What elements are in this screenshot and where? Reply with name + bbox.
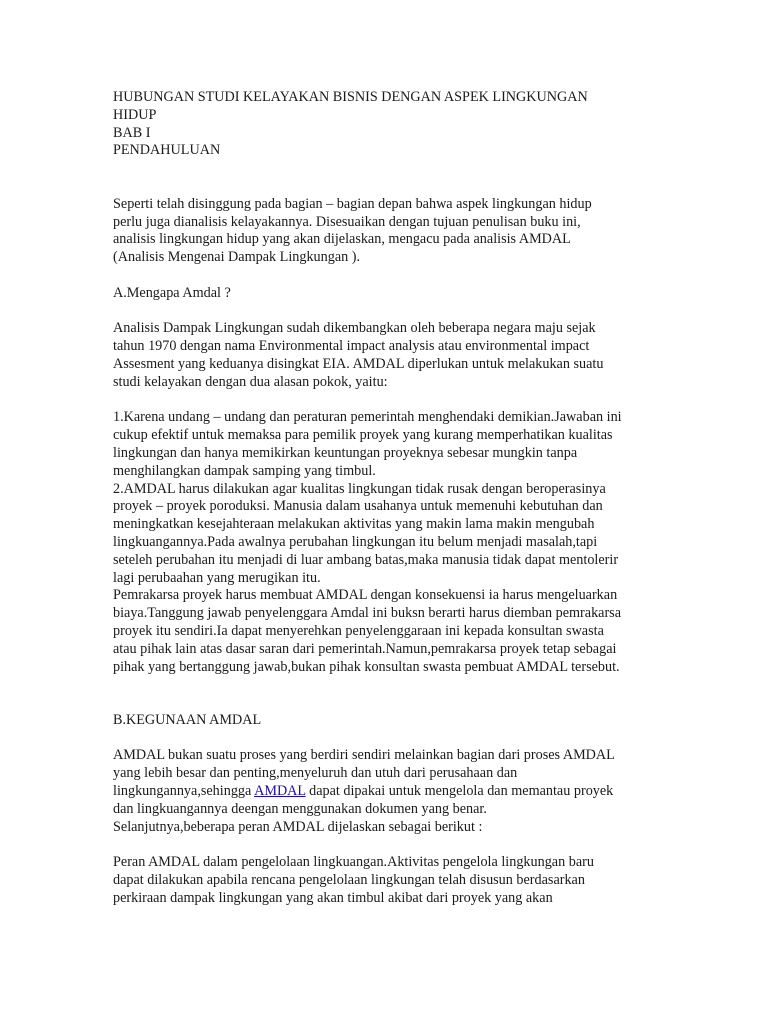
paragraph-line: Peran AMDAL dalam pengelolaan lingkuangan.Aktivitas pengelola lingkungan baru (113, 854, 594, 871)
paragraph-line: meningkatkan kesejahteraan melakukan aktivitas yang makin lama makin mengubah (113, 516, 595, 533)
paragraph-line: 2.AMDAL harus dilakukan agar kualitas lingkungan tidak rusak dengan beroperasinya (113, 480, 606, 497)
section-b-title (113, 712, 673, 730)
paragraph-line: seteleh perubahan itu menjadi di luar ambang batas,maka manusia tidak dapat mentolerir (113, 551, 619, 568)
paragraph-line: studi kelayakan dengan dua alasan pokok, yaitu: (113, 373, 388, 390)
paragraph-line: (Analisis Mengenai Dampak Lingkungan ). (113, 249, 361, 266)
section-a-paragraph-2 (113, 409, 673, 676)
paragraph-line: AMDAL bukan suatu proses yang berdiri sendiri melainkan bagian dari proses AMDAL (113, 747, 615, 764)
paragraph-line: proyek itu sendiri.Ia dapat menyerehkan penyelenggaraan ini kepada konsultan swasta (113, 622, 604, 639)
chapter-title: PENDAHULUAN (113, 142, 221, 159)
section-heading: A.Mengapa Amdal ? (113, 284, 231, 301)
paragraph-line: pihak yang bertanggung jawab,bukan pihak konsultan swasta pembuat AMDAL tersebut. (113, 658, 620, 675)
paragraph-line: tahun 1970 dengan nama Environmental impact analysis atau environmental impact (113, 338, 590, 355)
paragraph-line: atau pihak lain atas dasar saran dari pemerintah.Namun,pemrakarsa proyek tetap sebagai (113, 640, 617, 657)
paragraph-line: cukup efektif untuk memaksa para pemilik proyek yang kurang memperhatikan kualitas (113, 427, 613, 444)
heading-line: HUBUNGAN STUDI KELAYAKAN BISNIS DENGAN ASPEK LINGKUNGAN (113, 89, 588, 105)
paragraph-line: 1.Karena undang – undang dan peraturan pemerintah menghendaki demikian.Jawaban ini (113, 409, 622, 426)
section-a-paragraph-1 (113, 320, 673, 391)
document-heading (113, 89, 673, 160)
paragraph-line: perlu juga dianalisis kelayakannya. Disesuaikan dengan tujuan penulisan buku ini, (113, 213, 581, 230)
paragraph-text: lingkungannya,sehingga (113, 783, 255, 800)
paragraph-line: dan lingkuangannya deengan menggunakan dokumen yang benar. (113, 800, 487, 817)
paragraph-line: Assesment yang keduanya disingkat EIA. AMDAL diperlukan untuk melakukan suatu (113, 355, 604, 372)
paragraph-line: dapat dilakukan apabila rencana pengelolaan lingkungan telah disusun berdasarkan (113, 872, 585, 889)
section-b-paragraph-1 (113, 747, 673, 836)
paragraph-text: dapat dipakai untuk mengelola dan memantau proyek (305, 783, 614, 800)
paragraph-line: biaya.Tanggung jawab penyelenggara Amdal ini buksn berarti harus diemban pemrakarsa (113, 605, 622, 622)
chapter-label: BAB I (113, 124, 151, 141)
paragraph-line: Pemrakarsa proyek harus membuat AMDAL dengan konsekuensi ia harus mengeluarkan (113, 587, 618, 604)
paragraph-line: proyek – proyek poroduksi. Manusia dalam usahanya untuk memenuhi kebutuhan dan (113, 498, 603, 515)
paragraph-line: lingkungan dan hanya memikirkan keuntungan proyeknya sebesar mungkin tanpa (113, 444, 578, 461)
paragraph-line: yang lebih besar dan penting,menyeluruh dan utuh dari perusahaan dan (113, 765, 518, 782)
paragraph-line: Seperti telah disinggung pada bagian – bagian depan bahwa aspek lingkungan hidup (113, 195, 592, 212)
paragraph-line: Selanjutnya,beberapa peran AMDAL dijelaskan sebagai berikut : (113, 818, 483, 835)
section-a-title (113, 285, 673, 303)
paragraph-line: lingkuangannya.Pada awalnya perubahan lingkungan itu belum menjadi masalah,tapi (113, 533, 598, 550)
paragraph-line: perkiraan dampak lingkungan yang akan timbul akibat dari proyek yang akan (113, 889, 553, 906)
paragraph-line: menghilangkan dampak samping yang timbul. (113, 462, 376, 479)
paragraph-line (113, 783, 673, 801)
paragraph-line: lagi perubaahan yang merugikan itu. (113, 569, 321, 586)
section-b-paragraph-2 (113, 854, 673, 907)
paragraph-line: analisis lingkungan hidup yang akan dijelaskan, mengacu pada analisis AMDAL (113, 231, 571, 248)
document-page (113, 89, 673, 908)
amdal-link[interactable]: AMDAL (254, 783, 306, 800)
paragraph-line: Analisis Dampak Lingkungan sudah dikembangkan oleh beberapa negara maju sejak (113, 320, 596, 337)
intro-paragraph (113, 196, 673, 267)
heading-line: HIDUP (113, 106, 157, 123)
section-heading: B.KEGUNAAN AMDAL (113, 711, 262, 728)
